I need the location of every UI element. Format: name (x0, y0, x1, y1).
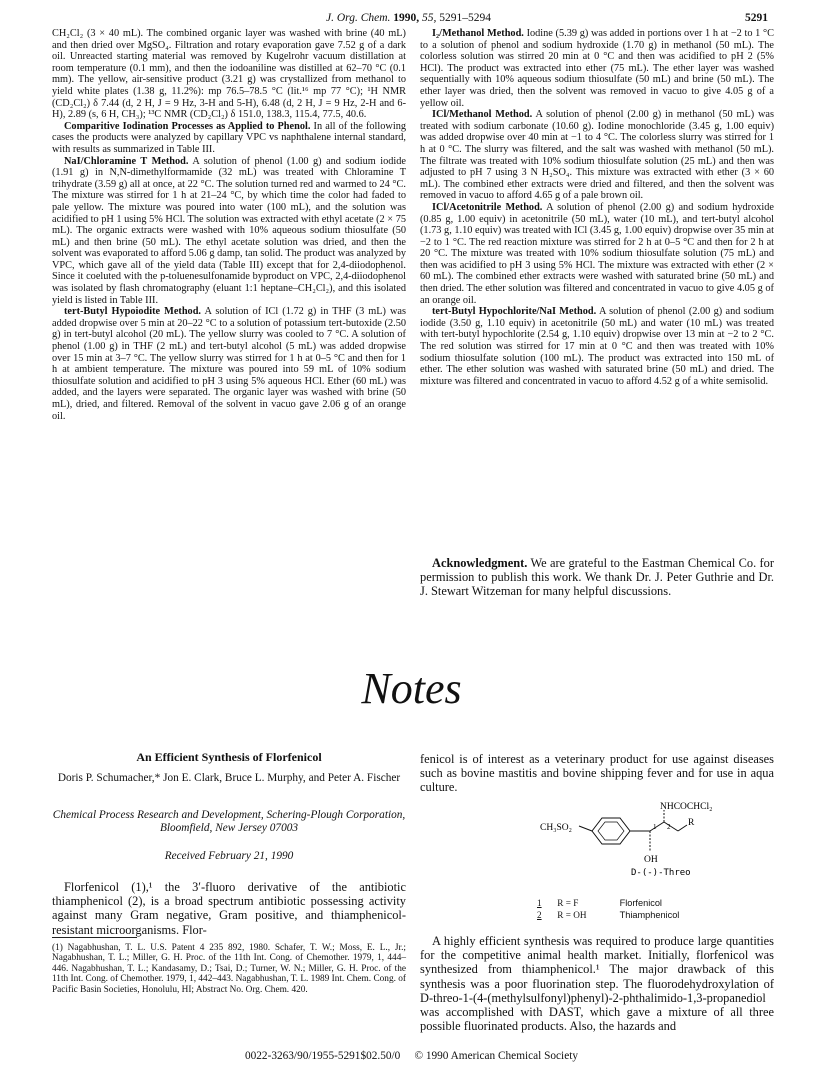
section-heading: ICl/Methanol Method. (432, 109, 533, 121)
running-header (326, 12, 491, 24)
legend-r: R = OH (557, 910, 587, 920)
section-heading: tert-Butyl Hypochlorite/NaI Method. (432, 306, 597, 318)
paragraph-text: A solution of ICl (1.72 g) in THF (3 mL) was added dropwise over 5 min at 20–22 °C to a solution of potassium tert-butoxide (2.50 g) in tert-butyl alcohol (20 mL). The yellow slurry was cooled to 7 °C. A solution of phenol (1.00 g) in THF (2 mL) and tert-butyl alcohol (5 mL) was added dropwise over 15 min at 3–7 °C. The yellow slurry was stirred for 1 h at 0–5 °C and then for 1 h at ambient temperature. The mixture was poured into 59 mL of 10% sodium thiosulfate solution and acidified to pH 3 using 5% aqueous HCl. Ether (60 mL) was added, and the layers were separated. The organic layer was washed with brine (50 mL), dried, and filtered. Removal of the solvent in vacuo gave 2.06 g of an orange oil. (52, 306, 406, 422)
struct-config: D-(-)-Threo (631, 868, 691, 878)
struct-r-label: R (688, 818, 695, 828)
acknowledgment-heading: Acknowledgment. (432, 556, 528, 570)
paragraph (420, 28, 774, 109)
received-date: Received February 21, 1990 (164, 850, 294, 862)
notes-heading: Notes (361, 664, 462, 713)
paragraph-text: A solution of phenol (2.00 g) in methanol (50 mL) was treated with sodium carbonate (10.60 g). Iodine monochloride (3.45 g, 1.00 equiv) was added dropwise over 40 min at −1 to 4 °C. The colorless slurry was stirred for 1 h at 0 °C. The slurry was filtered, and the salt was washed with methanol (50 mL). The filtrate was treated with 10% sodium thiosulfate solution (25 mL) and then was adjusted to pH 7 using 3 N H₂SO₄. This mixture was extracted with ether (3 × 60 mL). The combined ether extracts were dried and filtered, and then the solvent was removed in vacuo to afford 4.65 g of a pale brown oil. (420, 109, 774, 202)
intro-right-text: fenicol is of interest as a veterinary product for use against diseases such as bovine mastitis and bovine shipping fever and for use in aqua culture. (420, 752, 774, 795)
paragraph-text: In all of the following cases the products were analyzed by capillary VPC vs naphthalene internal standard, with results as summarized in Table III. (52, 120, 406, 155)
legend-name: Thiamphenicol (619, 910, 680, 920)
intro-left (52, 880, 406, 937)
article-authors: Doris P. Schumacher,* Jon E. Clark, Bruce L. Murphy, and Peter A. Fischer (57, 772, 401, 784)
journal-pages: 5291–5294 (439, 12, 492, 24)
structure-legend-1 (537, 898, 662, 908)
struct-top-group: NHCOCHCl₂ (660, 802, 713, 812)
struct-c2-label: 2 (667, 823, 671, 831)
page-footer (0, 1050, 823, 1062)
paragraph-2 (420, 934, 774, 1033)
acknowledgment-text: We are grateful to the Eastman Chemical Co. for permission to publish this work. We thank Dr. J. Peter Guthrie and Dr. J. Stewart Witzeman for many helpful discussions. (420, 556, 775, 599)
paragraph-text: A solution of phenol (2.00 g) and sodium iodide (3.50 g, 1.10 equiv) in acetonitrile (50 mL) and water (10 mL) was treated with tert-butyl hypochlorite (2.54 g, 1.10 equiv) dropwise over 13 min at −2 to 2 °C. The red solution was stirred for 17 min at 0 °C and then was treated with 10% sodium thiosulfate solution (100 mL). The product was extracted into 150 mL of ether. The ether solution was washed with saturated brine (50 mL) and dried. The mixture was filtered and concentrated in vacuo to afford 4.52 g of a white semisolid. (420, 306, 774, 387)
article-title: An Efficient Synthesis of Florfenicol (136, 750, 322, 764)
florfenicol-structure (524, 800, 774, 890)
section-heading: tert-Butyl Hypoiodite Method. (64, 306, 202, 318)
paragraph-text: Iodine (5.39 g) was added in portions over 1 h at −2 to 1 °C to a solution of phenol and sodium hydroxide (1.70 g) in methanol (50 mL). The colorless solution was stirred 20 min at 0 °C and then was acidified to pH 2 (5% HCl). The product was extracted into ether (75 mL). The ether layer was washed sequentially with 10% aqueous sodium thiosulfate (50 mL) and brine (50 mL). The ether layer was dried, then the solvent was removed in vacuo to give 4.05 g of a yellow oil. (420, 28, 774, 109)
struct-oh-label: OH (644, 855, 658, 865)
acknowledgment (420, 556, 774, 599)
footnote: (1) Nagabhushan, T. L. U.S. Patent 4 235 892, 1980. Schafer, T. W.; Moss, E. L., Jr.; Nagabhushan, T. L.; Miller, G. H. Proc. of the 11th Int. Cong. of Chemother. 1979, 1, 444–446. Nagabhushan, T. L.; Kandasamy, D.; Tsai, D.; Turner, W. N.; Miller, G. H. Proc. of the 11th Int. Cong. of Chemother. 1979, 1, 442–443. Nagabhushan, T. L. 1989 Int. Chem. Cong. of Pacific Basin Societies, Honolulu, HI; Abstract No. Org. Chem. 420. (52, 943, 406, 995)
paragraph (52, 121, 406, 156)
structure-legend-2 (537, 910, 679, 920)
left-column (52, 28, 406, 422)
journal-year: 1990, (393, 12, 420, 24)
footnote-rule (52, 937, 137, 938)
bond-c3-r (678, 825, 687, 831)
intro-left-text: Florfenicol (1),¹ the 3′-fluoro derivative of the antibiotic thiamphenicol (2), is a broad spectrum antibiotic possessing activity against many Gram negative, Gram positive, and thiamphenicol-resistant microorganisms. Flor- (52, 880, 406, 937)
paragraph (420, 109, 774, 202)
legend-number: 2 (537, 910, 542, 920)
paragraph (52, 306, 406, 422)
paragraph (52, 28, 406, 121)
bond-left (579, 826, 592, 831)
paragraph-text: A solution of phenol (2.00 g) and sodium hydroxide (0.85 g, 1.00 equiv) in acetonitrile (50 mL), water (10 mL), and tert-butyl alcohol (1.73 g, 1.10 equiv) was treated with ICl (3.45 g, 1.00 equiv) dropwise over 35 min at −2 to 1 °C. The red reaction mixture was stirred for 2 h at 0–5 °C and then for 2 h at 20 °C. The mixture was treated with 10% sodium thiosulfate solution (75 mL) and then was acidified to pH 3 using 5% HCl. The mixture was extracted with ether (2 × 60 mL). The combined ether extracts were washed with saturated brine (50 mL) and then dried. The ether solution was filtered and concentrated in vacuo to give 4.05 g of an orange oil. (420, 201, 774, 306)
struct-left-group: CH₃SO₂ (540, 823, 572, 833)
benzene-inner (598, 822, 624, 840)
paragraph-text: A solution of phenol (1.00 g) and sodium iodide (1.91 g) in N,N-dimethylformamide (32 mL) was treated with Chloramine T trihydrate (3.59 g) all at once, at 22 °C. The solution turned red and warmed to 24 °C. The mixture was stirred for 1 h at 21–24 °C, by which time the color had faded to pale yellow. The mixture was poured into water (100 mL), and the solution was acidified to pH 1 using 5% HCl. The solution was extracted with ethyl acetate (2 × 75 mL). The organic extracts were washed with 10% aqueous sodium thiosulfate (50 mL) and then brine (50 mL). The ethyl acetate solution was dried, and then the solvent was evaporated to afford 5.06 g damp, tan solid. The product was analyzed by VPC, which gave all of the yield data (Table III) except that for 2,4-diiodophenol. Since it coeluted with the p-toluenesulfonamide byproduct on VPC, 2,4-diiodophenol was isolated by flash chromatography (eluant 1:1 heptane–CH₂Cl₂), and this isolated yield is listed in Table III. (52, 155, 406, 306)
paragraph-text: CH₂Cl₂ (3 × 40 mL). The combined organic layer was washed with brine (40 mL) and then dried over MgSO₄. Filtration and rotary evaporation gave 7.52 g of a dark oil. Unreacted starting material was removed by Kugelrohr vacuum distillation at room temperature (0.1 mm), and then the iodoaniline was distilled at 62–70 °C (0.1 mm). The yellow, air-sensitive product (3.21 g) was crystallized from methanol to yield white plates (1.38 g, 11.2%): mp 76.5–78.5 °C (lit.¹⁶ mp 77 °C); ¹H NMR (CD₂Cl₂) δ 7.44 (d, 2 H, J = 9 Hz, 3-H and 5-H), 6.48 (d, 2 H, J = 9 Hz, 2-H and 6-H), 2.89 (s, 6 H, CH₃); ¹³C NMR (CD₂Cl₂) δ 151.0, 138.3, 115.4, 77.5, 40.6. (52, 28, 406, 121)
journal-name: J. Org. Chem. (326, 12, 391, 24)
section-heading: Comparitive Iodination Processes as Applied to Phenol. (64, 120, 311, 132)
intro-right (420, 752, 774, 795)
paragraph (420, 306, 774, 387)
paragraph (420, 202, 774, 306)
legend-r: R = F (557, 898, 579, 908)
article-code: 0022-3263/90/1955-5291$02.50/0 (244, 1050, 401, 1062)
copyright: © 1990 American Chemical Society (414, 1050, 578, 1062)
article-affiliation: Chemical Process Research and Development, Schering-Plough Corporation, Bloomfield, New Jersey 07003 (52, 809, 406, 834)
section-heading: NaI/Chloramine T Method. (64, 155, 189, 167)
section-heading: ICl/Acetonitrile Method. (432, 201, 543, 213)
journal-volume: 55, (422, 12, 437, 24)
paragraph-2-text: A highly efficient synthesis was required to produce large quantities for the competitive animal health market. Initially, florfenicol was synthesized from thiamphenicol.¹ The major drawback of this synthesis was a poor fluorination step. The fluorodehydroxylation of D-threo-1-(4-(methylsulfonyl)phenyl)-2-phthalimido-1,3-propanediol was accomplished with DAST, which gave a mixture of all three possible fluorinated products. Also, the hazards and (420, 934, 774, 1034)
struct-c1-label: 1 (653, 823, 657, 831)
paragraph (52, 156, 406, 307)
right-column (420, 28, 774, 387)
page-number: 5291 (745, 12, 768, 24)
section-heading: I₂/Methanol Method. (432, 28, 524, 39)
legend-name: Florfenicol (619, 898, 662, 908)
legend-number: 1 (537, 898, 542, 908)
